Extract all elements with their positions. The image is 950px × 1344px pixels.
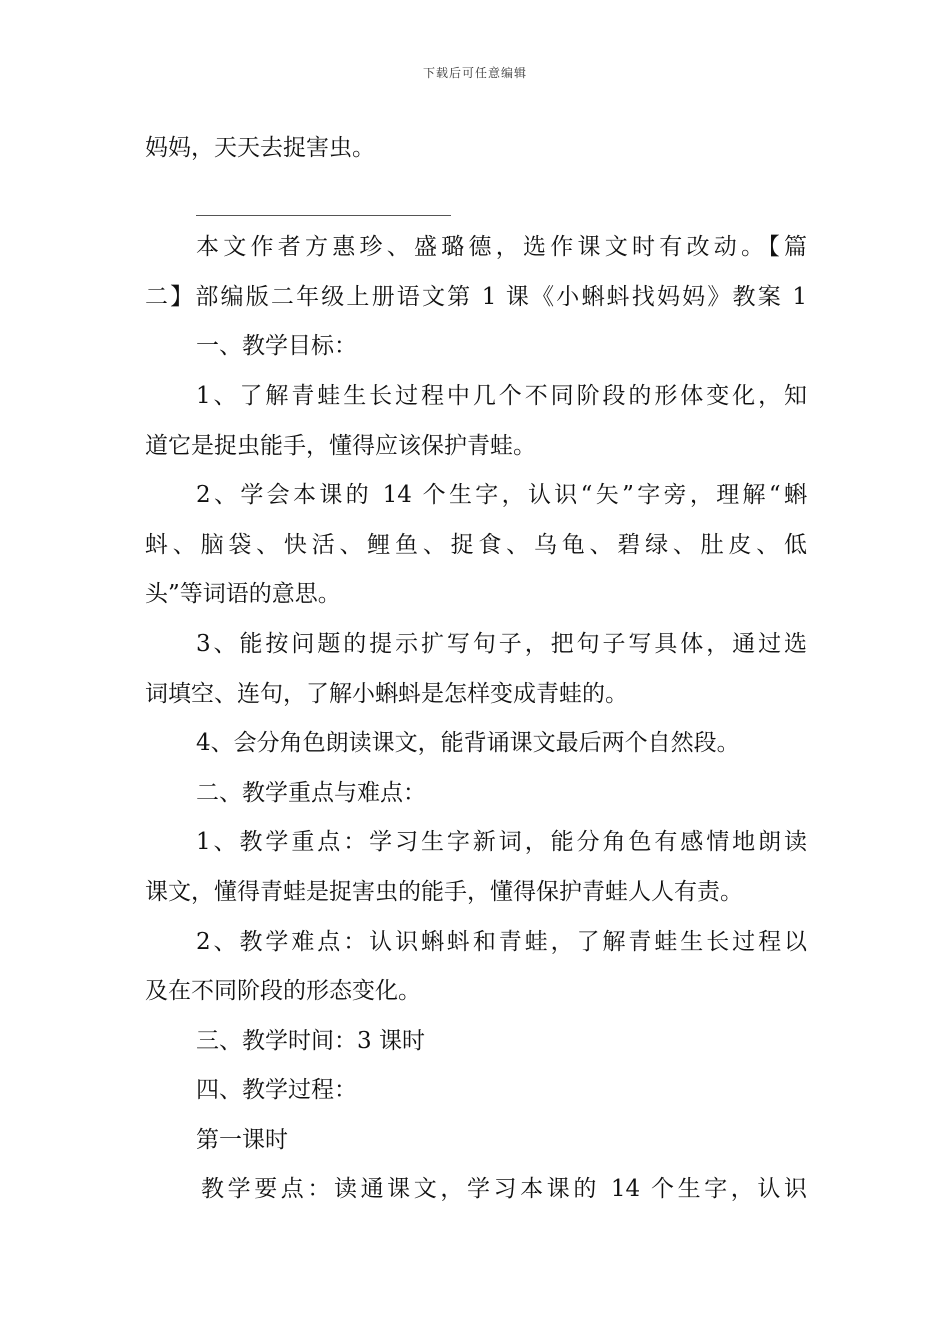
paragraph-line: 本文作者方惠珍、盛璐德，选作课文时有改动。【篇 xyxy=(196,234,807,261)
paragraph-line: 及在不同阶段的形态变化。 xyxy=(145,978,421,1005)
document-body xyxy=(145,124,807,1215)
paragraph-line: 课文，懂得青蛙是捉害虫的能手，懂得保护青蛙人人有责。 xyxy=(145,878,743,905)
subsection-heading: 第一课时 xyxy=(196,1126,288,1153)
paragraph-line: 二】部编版二年级上册语文第 1 课《小蝌蚪找妈妈》教案 1 xyxy=(145,283,807,310)
paragraph-line: 道它是捉虫能手，懂得应该保护青蛙。 xyxy=(145,432,536,459)
section-heading: 二、教学重点与难点： xyxy=(196,779,426,806)
paragraph-line: 1、了解青蛙生长过程中几个不同阶段的形体变化，知 xyxy=(196,382,807,409)
page-header: 下载后可任意编辑 xyxy=(422,66,527,80)
paragraph-line: 2、教学难点：认识蝌蚪和青蛙，了解青蛙生长过程以 xyxy=(196,928,807,955)
section-heading: 一、教学目标： xyxy=(196,333,357,360)
paragraph-line: 头”等词语的意思。 xyxy=(145,581,341,608)
paragraph-line: 1、教学重点：学习生字新词，能分角色有感情地朗读 xyxy=(196,829,807,856)
footnote-separator-row xyxy=(145,174,807,224)
paragraph-line: 教学要点：读通课文，学习本课的 14 个生字，认识 xyxy=(201,1176,807,1203)
paragraph-line: 2、学会本课的 14 个生字，认识“矢”字旁，理解“蝌 xyxy=(196,482,807,509)
paragraph-line: 4、会分角色朗读课文，能背诵课文最后两个自然段。 xyxy=(196,730,740,757)
section-heading: 四、教学过程： xyxy=(196,1077,357,1104)
paragraph-line: 妈妈，天天去捉害虫。 xyxy=(145,135,375,161)
section-heading: 三、教学时间：3 课时 xyxy=(196,1027,425,1054)
paragraph-line: 蚪、脑袋、快活、鲤鱼、捉食、乌龟、碧绿、肚皮、低 xyxy=(145,531,807,558)
footnote-separator xyxy=(196,215,451,216)
paragraph-line: 词填空、连句，了解小蝌蚪是怎样变成青蛙的。 xyxy=(145,680,628,707)
paragraph-line: 3、能按问题的提示扩写句子，把句子写具体，通过选 xyxy=(196,630,807,657)
